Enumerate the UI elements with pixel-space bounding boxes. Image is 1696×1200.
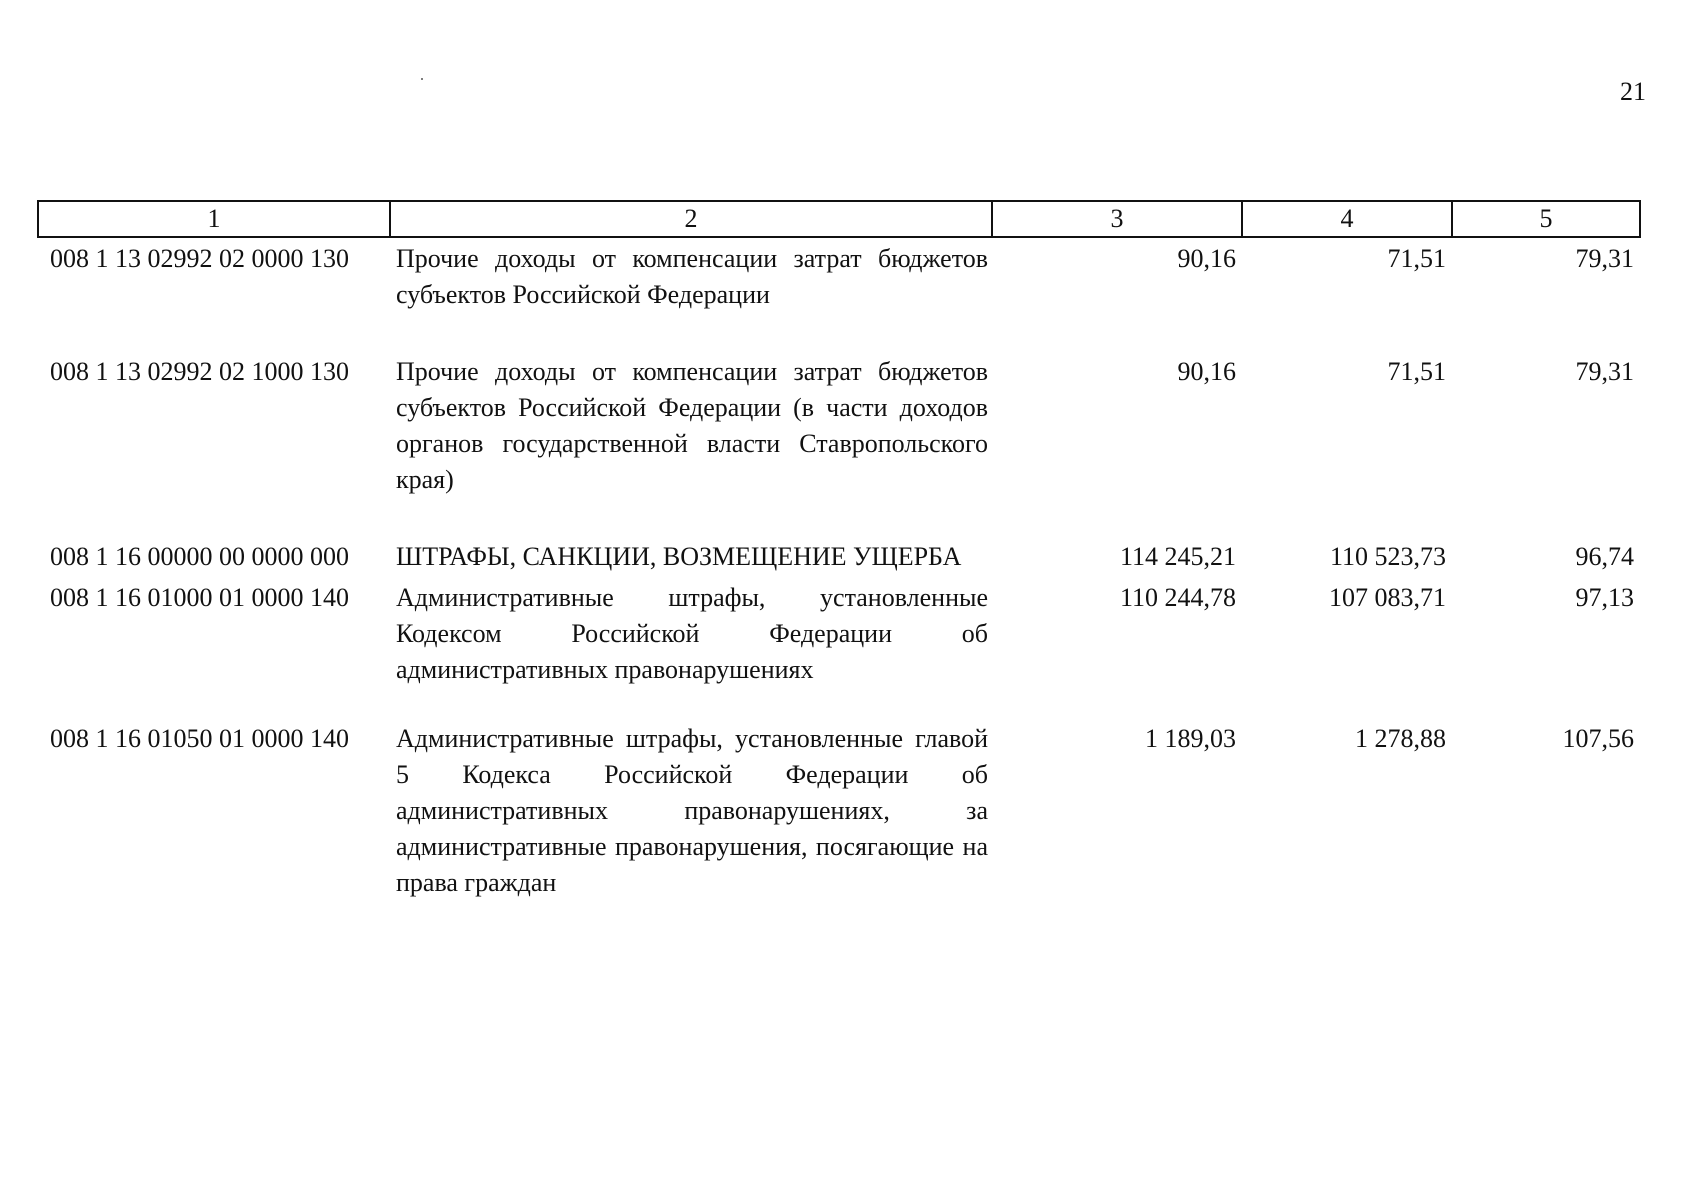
row-col4: 107 083,71 (1329, 583, 1446, 612)
table-row (38, 351, 1640, 536)
row-col5: 79,31 (1575, 357, 1634, 386)
row-col3: 110 244,78 (1119, 583, 1236, 612)
row-col5: 96,74 (1575, 542, 1634, 571)
row-col5: 97,13 (1575, 583, 1634, 612)
header-col-5: 5 (1452, 201, 1640, 237)
table-row (38, 536, 1640, 577)
table-row (38, 718, 1640, 901)
row-code: 008 1 16 00000 00 0000 000 (50, 542, 349, 571)
row-col4: 71,51 (1387, 244, 1446, 273)
row-col3: 114 245,21 (1119, 542, 1236, 571)
row-col4: 110 523,73 (1329, 542, 1446, 571)
header-col-1: 1 (38, 201, 390, 237)
header-col-4: 4 (1242, 201, 1452, 237)
row-name: Административные штрафы, установленные главой 5 Кодекса Российской Федерации об административных правонарушениях, за административные правонарушения, посягающие на права граждан (396, 724, 988, 897)
row-name: Прочие доходы от компенсации затрат бюджетов субъектов Российской Федерации (396, 244, 988, 309)
table-row (38, 237, 1640, 351)
row-code: 008 1 13 02992 02 0000 130 (50, 244, 349, 273)
page-number: 21 (1620, 77, 1646, 106)
row-col5: 107,56 (1562, 724, 1634, 753)
row-col4: 1 278,88 (1355, 724, 1446, 753)
row-col5: 79,31 (1575, 244, 1634, 273)
header-col-3: 3 (992, 201, 1242, 237)
revenue-table (37, 200, 1641, 901)
header-row (38, 201, 1640, 237)
header-col-2: 2 (390, 201, 992, 237)
row-name: Прочие доходы от компенсации затрат бюджетов субъектов Российской Федерации (в части доходов органов государственной власти Ставропольского края) (396, 357, 988, 494)
row-name: ШТРАФЫ, САНКЦИИ, ВОЗМЕЩЕНИЕ УЩЕРБА (396, 542, 962, 571)
row-code: 008 1 13 02992 02 1000 130 (50, 357, 349, 386)
row-col3: 1 189,03 (1145, 724, 1236, 753)
table-row (38, 577, 1640, 718)
row-name: Административные штрафы, установленные Кодексом Российской Федерации об административных правонарушениях (396, 583, 988, 684)
row-col3: 90,16 (1177, 244, 1236, 273)
row-col4: 71,51 (1387, 357, 1446, 386)
row-code: 008 1 16 01050 01 0000 140 (50, 724, 349, 753)
scan-speck (421, 78, 423, 80)
row-col3: 90,16 (1177, 357, 1236, 386)
row-code: 008 1 16 01000 01 0000 140 (50, 583, 349, 612)
